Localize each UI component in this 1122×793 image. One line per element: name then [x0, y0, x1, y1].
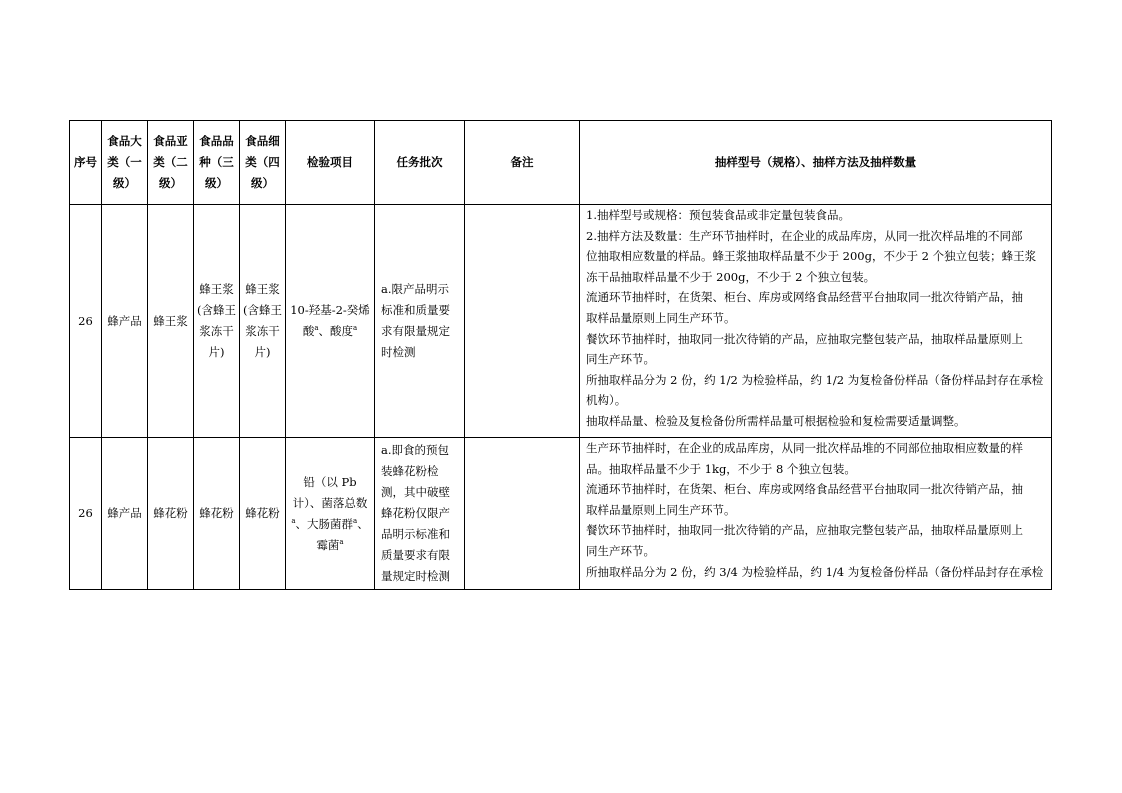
- header-category-level3: 食品品种（三级）: [194, 121, 240, 205]
- method-line: 流通环节抽样时，在货架、柜台、库房或网络食品经营平台抽取同一批次待销产品，抽: [586, 290, 1023, 305]
- cell-category-level4: 蜂王浆(含蜂王浆冻干片): [240, 205, 286, 438]
- cell-sampling-method: [580, 438, 1052, 590]
- method-line: 冻干品抽取样品量不少于 200g，不少于 2 个独立包装。: [586, 269, 876, 284]
- cell-test-item: [286, 438, 375, 590]
- cell-category-level2: 蜂王浆: [148, 205, 194, 438]
- method-line: 品。抽取样品量不少于 1kg，不少于 8 个独立包装。: [586, 461, 856, 476]
- cell-remark: [465, 205, 580, 438]
- footnote-mark: a: [339, 537, 344, 546]
- method-line: 1.抽样型号或规格：预包装食品或非定量包装食品。: [586, 208, 850, 222]
- method-line: 生产环节抽样时，在企业的成品库房，从同一批次样品堆的不同部位抽取相应数量的样: [586, 441, 1023, 455]
- test-item-text: 铅（以 Pb 计）、菌落总数: [292, 474, 368, 510]
- header-seq: 序号: [70, 121, 102, 205]
- footnote-mark: a: [314, 324, 319, 333]
- cell-seq: 26: [70, 205, 102, 438]
- header-task-batch: 任务批次: [375, 121, 465, 205]
- method-line: 位抽取相应数量的样品。蜂王浆抽取样品量不少于 200g，不少于 2 个独立包装；蜂王浆: [586, 249, 1037, 264]
- header-remark: 备注: [465, 121, 580, 205]
- test-item-text: 、大肠菌群: [295, 516, 353, 531]
- cell-sampling-method: [580, 205, 1052, 438]
- footnote-mark: a: [291, 516, 296, 525]
- table-row: [70, 438, 1052, 590]
- method-line: 2.抽样方法及数量：生产环节抽样时，在企业的成品库房，从同一批次样品堆的不同部: [586, 228, 1023, 243]
- cell-test-item: [286, 205, 375, 438]
- footnote-mark: a: [353, 516, 358, 525]
- method-line: 取样品量原则上同生产环节。: [586, 502, 736, 517]
- method-line: 同生产环节。: [586, 543, 655, 558]
- footnote-mark: a: [353, 324, 358, 333]
- method-line: 机构）。: [586, 393, 627, 408]
- header-sampling-method: 抽样型号（规格）、抽样方法及抽样数量: [580, 121, 1052, 205]
- method-line: 抽取样品量、检验及复检备份所需样品量可根据检验和复检需要适量调整。: [586, 413, 966, 428]
- method-line: 同生产环节。: [586, 352, 655, 367]
- cell-remark: [465, 438, 580, 590]
- method-line: 餐饮环节抽样时，抽取同一批次待销的产品，应抽取完整包装产品，抽取样品量原则上: [586, 331, 1023, 346]
- header-category-level2: 食品亚类（二级）: [148, 121, 194, 205]
- test-item-text: 、酸度: [318, 324, 353, 338]
- cell-category-level3: 蜂王浆(含蜂王浆冻干片): [194, 205, 240, 438]
- method-line: 所抽取样品分为 2 份，约 1/2 为检验样品，约 1/2 为复检备份样品（备份样品封存在承检: [586, 372, 1044, 387]
- method-line: 流通环节抽样时，在货架、柜台、库房或网络食品经营平台抽取同一批次待销产品，抽: [586, 482, 1023, 497]
- cell-category-level3: 蜂花粉: [194, 438, 240, 590]
- cell-category-level1: 蜂产品: [102, 438, 148, 590]
- cell-category-level1: 蜂产品: [102, 205, 148, 438]
- header-category-level4: 食品细类（四级）: [240, 121, 286, 205]
- test-item-text: 、霉菌: [316, 516, 369, 552]
- method-line: 餐饮环节抽样时，抽取同一批次待销的产品，应抽取完整包装产品，抽取样品量原则上: [586, 523, 1023, 538]
- cell-task-batch: a.限产品明示标准和质量要求有限量规定时检测: [375, 205, 465, 438]
- cell-seq: 26: [70, 438, 102, 590]
- sampling-table: [69, 120, 1052, 590]
- header-test-item: 检验项目: [286, 121, 375, 205]
- cell-task-batch: a.即食的预包装蜂花粉检测，其中破壁蜂花粉仅限产品明示标准和质量要求有限量规定时检测: [375, 438, 465, 590]
- test-item-text: 10-羟基-2-癸烯酸: [290, 303, 370, 338]
- table-header-row: [70, 121, 1052, 205]
- method-line: 取样品量原则上同生产环节。: [586, 310, 736, 325]
- cell-category-level4: 蜂花粉: [240, 438, 286, 590]
- method-line: 所抽取样品分为 2 份，约 3/4 为检验样品，约 1/4 为复检备份样品（备份样品封存在承检: [586, 564, 1044, 579]
- table-row: [70, 205, 1052, 438]
- header-category-level1: 食品大类（一级）: [102, 121, 148, 205]
- cell-category-level2: 蜂花粉: [148, 438, 194, 590]
